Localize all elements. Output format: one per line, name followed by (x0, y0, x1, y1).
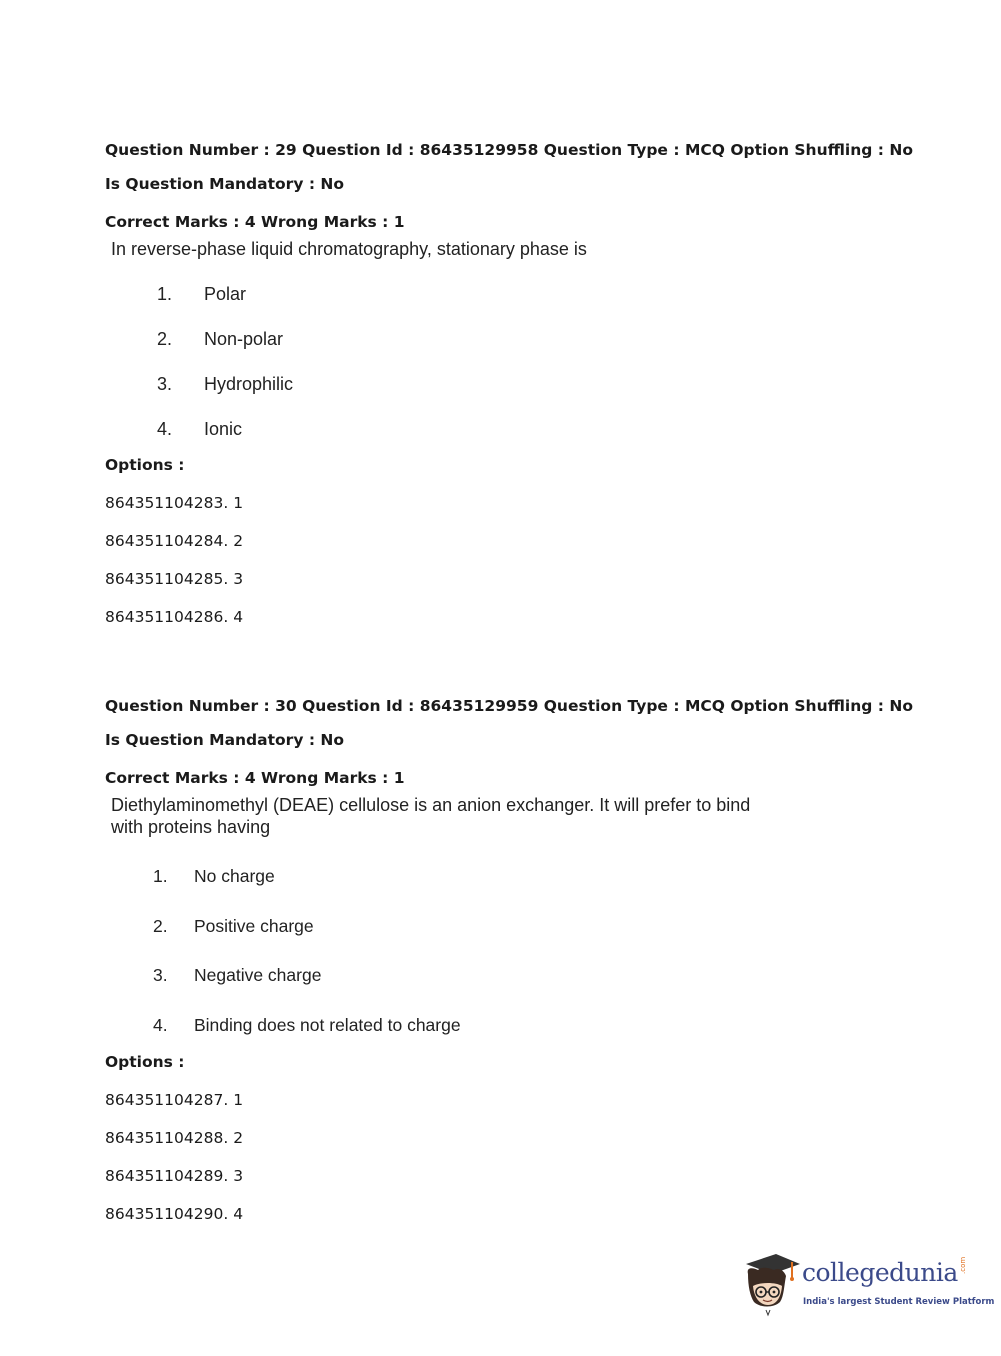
option-id-item: 864351104284. 2 (105, 532, 244, 550)
answer-choice (105, 373, 965, 395)
answer-choice (105, 1014, 965, 1036)
answer-choice-list (105, 283, 965, 440)
question-mandatory-line: Is Question Mandatory : No (105, 175, 345, 193)
question-block-29 (105, 140, 965, 627)
option-id-item: 864351104285. 3 (105, 570, 244, 588)
option-id-item: 864351104290. 4 (105, 1204, 244, 1223)
option-id-item: 864351104288. 2 (105, 1128, 244, 1147)
options-heading: Options : (105, 456, 185, 474)
choice-text: Binding does not related to charge (194, 1014, 461, 1035)
choice-text: Positive charge (194, 915, 314, 936)
choice-text: Polar (204, 284, 247, 304)
question-meta-header: Question Number : 30 Question Id : 86435129959 Question Type : MCQ Option Shuffling : No (105, 697, 913, 715)
choice-number: 4. (153, 1014, 168, 1035)
answer-choice (105, 283, 965, 305)
logo-tagline: India's largest Student Review Platform (803, 1297, 995, 1307)
answer-choice-list (105, 865, 965, 1036)
option-id-item: 864351104286. 4 (105, 608, 244, 626)
question-meta-header: Question Number : 29 Question Id : 86435129958 Question Type : MCQ Option Shuffling : No (105, 141, 913, 159)
choice-text: Negative charge (194, 965, 322, 985)
choice-number: 1. (157, 284, 173, 304)
collegedunia-logo (740, 1248, 995, 1320)
question-marks-line: Correct Marks : 4 Wrong Marks : 1 (105, 769, 405, 787)
logo-tld: .com (959, 1256, 967, 1274)
answer-choice (105, 418, 965, 440)
choice-number: 3. (153, 965, 168, 985)
option-id-list (105, 1090, 965, 1224)
option-id-item: 864351104289. 3 (105, 1166, 244, 1185)
choice-number: 3. (157, 374, 173, 394)
choice-number: 1. (153, 866, 168, 886)
choice-text: No charge (194, 866, 275, 886)
answer-choice (105, 915, 965, 937)
choice-number: 4. (157, 419, 173, 439)
logo-wordmark: collegedunia (802, 1258, 958, 1287)
options-heading: Options : (105, 1052, 185, 1071)
question-text: Diethylaminomethyl (DEAE) cellulose is an anion exchanger. It will prefer to bind with proteins having (111, 795, 751, 837)
question-marks-line: Correct Marks : 4 Wrong Marks : 1 (105, 213, 405, 231)
answer-choice (105, 964, 965, 986)
option-id-item: 864351104283. 1 (105, 494, 244, 512)
question-block-30 (105, 696, 965, 1224)
choice-text: Ionic (204, 419, 243, 439)
answer-choice (105, 865, 965, 887)
question-text: In reverse-phase liquid chromatography, stationary phase is (111, 239, 587, 259)
option-id-item: 864351104287. 1 (105, 1090, 244, 1109)
option-id-list (105, 493, 965, 627)
choice-number: 2. (157, 329, 173, 349)
choice-number: 2. (153, 915, 168, 936)
choice-text: Non-polar (204, 329, 284, 349)
question-mandatory-line: Is Question Mandatory : No (105, 731, 345, 749)
choice-text: Hydrophilic (204, 374, 294, 394)
answer-choice (105, 328, 965, 350)
mascot-graduate-icon (740, 1248, 802, 1318)
